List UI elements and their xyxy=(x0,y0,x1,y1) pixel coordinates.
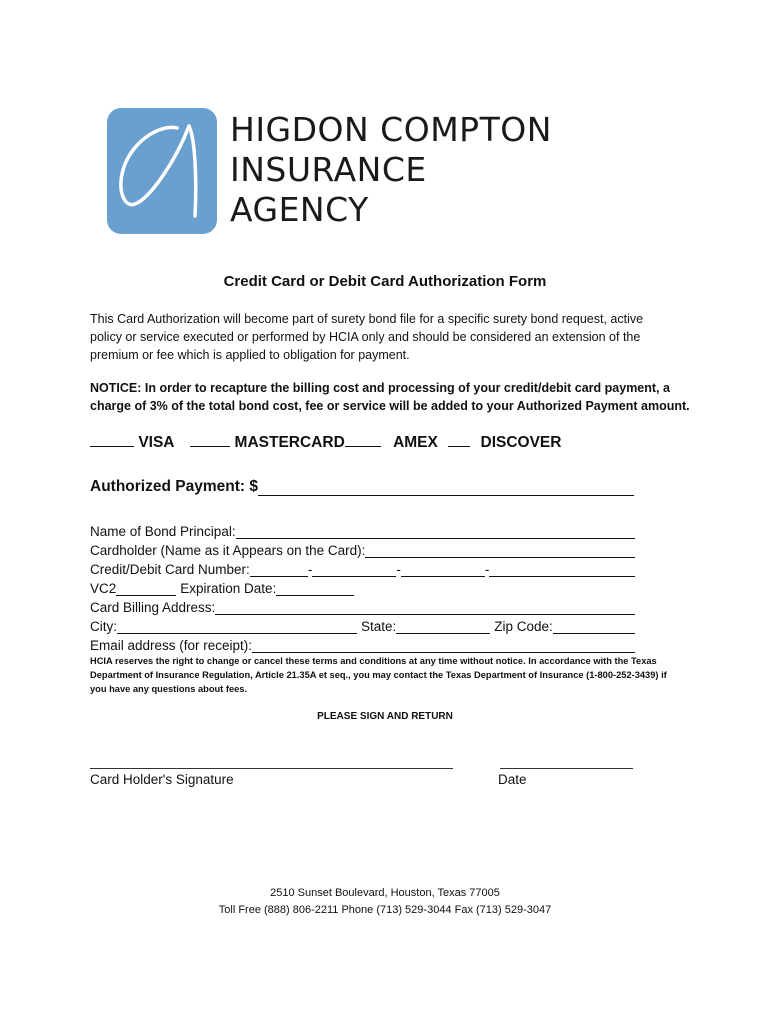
mastercard-label: MASTERCARD xyxy=(234,434,345,451)
amex-label: AMEX xyxy=(393,434,438,451)
form-title: Credit Card or Debit Card Authorization Form xyxy=(223,273,547,290)
state-field[interactable] xyxy=(396,619,490,634)
card-number-dash-2: - xyxy=(396,562,401,577)
sign-and-return-note: PLEASE SIGN AND RETURN xyxy=(317,711,453,722)
footer-address: 2510 Sunset Boulevard, Houston, Texas 77005 xyxy=(270,887,500,899)
zip-field[interactable] xyxy=(553,619,635,634)
email-label: Email address (for receipt): xyxy=(90,638,253,653)
card-number-group-2[interactable] xyxy=(312,562,396,577)
company-logo-text xyxy=(230,110,552,230)
email-field[interactable] xyxy=(252,638,635,653)
bond-principal-field[interactable] xyxy=(236,524,635,539)
footer-phones: Toll Free (888) 806-2211 Phone (713) 529-3044 Fax (713) 529-3047 xyxy=(218,904,552,916)
authorized-payment-row xyxy=(90,478,634,496)
state-label: State: xyxy=(361,619,397,634)
card-number-group-1[interactable] xyxy=(250,562,308,577)
billing-address-label: Card Billing Address: xyxy=(90,600,216,615)
authorized-payment-label: Authorized Payment: $ xyxy=(90,478,258,495)
expiration-label: Expiration Date: xyxy=(180,581,277,596)
email-row xyxy=(90,634,635,653)
signature-field[interactable] xyxy=(90,768,453,769)
cardholder-row xyxy=(90,539,635,558)
expiration-field[interactable] xyxy=(276,581,354,596)
intro-paragraph: This Card Authorization will become part of surety bond file for a specific surety bond request, active policy or service executed or performed by HCIA only and should be considered an extension of the premium or fee which is applied to obligation for payment. xyxy=(90,312,644,362)
zip-label: Zip Code: xyxy=(494,619,553,634)
authorized-payment-field[interactable] xyxy=(258,481,634,496)
logo-line-3: AGENCY xyxy=(230,190,369,229)
visa-blank[interactable] xyxy=(90,432,134,447)
billing-address-row xyxy=(90,596,635,615)
amex-blank[interactable] xyxy=(345,432,381,447)
cardholder-fields xyxy=(90,520,635,653)
card-number-dash-3: - xyxy=(484,562,490,577)
bond-principal-label: Name of Bond Principal: xyxy=(90,524,236,539)
cardholder-field[interactable] xyxy=(365,543,635,558)
visa-label: VISA xyxy=(138,434,174,451)
logo-line-1: HIGDON COMPTON xyxy=(230,110,552,149)
billing-address-field[interactable] xyxy=(215,600,635,615)
card-number-dash-1: - xyxy=(307,562,313,577)
vc2-field[interactable] xyxy=(116,581,176,596)
card-number-row xyxy=(90,558,635,577)
city-field[interactable] xyxy=(117,619,357,634)
vc2-expiration-row xyxy=(90,577,635,596)
company-logo-icon xyxy=(107,108,217,234)
city-state-zip-row xyxy=(90,615,635,634)
date-field[interactable] xyxy=(500,768,633,769)
vc2-label: VC2 xyxy=(90,581,117,596)
bond-principal-row xyxy=(90,520,635,539)
cardholder-label: Cardholder (Name as it Appears on the Card): xyxy=(90,543,366,558)
discover-label: DISCOVER xyxy=(480,434,562,451)
fees-disclaimer: HCIA reserves the right to change or cancel these terms and conditions at any time without notice. In accordance with the Texas Department of Insurance Regulation, Article 21.35A et seq., you may contact the Texas Department of Insurance (1-800-252-3439) if you have any questions about fees. xyxy=(90,656,667,694)
notice-paragraph: NOTICE: In order to recapture the billing cost and processing of your credit/debit card payment, a charge of 3% of the total bond cost, fee or service will be added to your Authorized Payment amount. xyxy=(90,381,690,413)
footer-contact xyxy=(0,885,770,919)
date-label: Date xyxy=(498,772,527,787)
mastercard-blank[interactable] xyxy=(190,432,230,447)
card-type-selection xyxy=(90,432,561,452)
card-number-group-3[interactable] xyxy=(401,562,485,577)
signature-label: Card Holder's Signature xyxy=(90,772,234,787)
card-number-label: Credit/Debit Card Number: xyxy=(90,562,250,577)
logo-line-2: INSURANCE xyxy=(230,150,427,189)
city-label: City: xyxy=(90,619,117,634)
discover-blank[interactable] xyxy=(448,432,470,447)
card-number-group-4[interactable] xyxy=(489,562,635,577)
